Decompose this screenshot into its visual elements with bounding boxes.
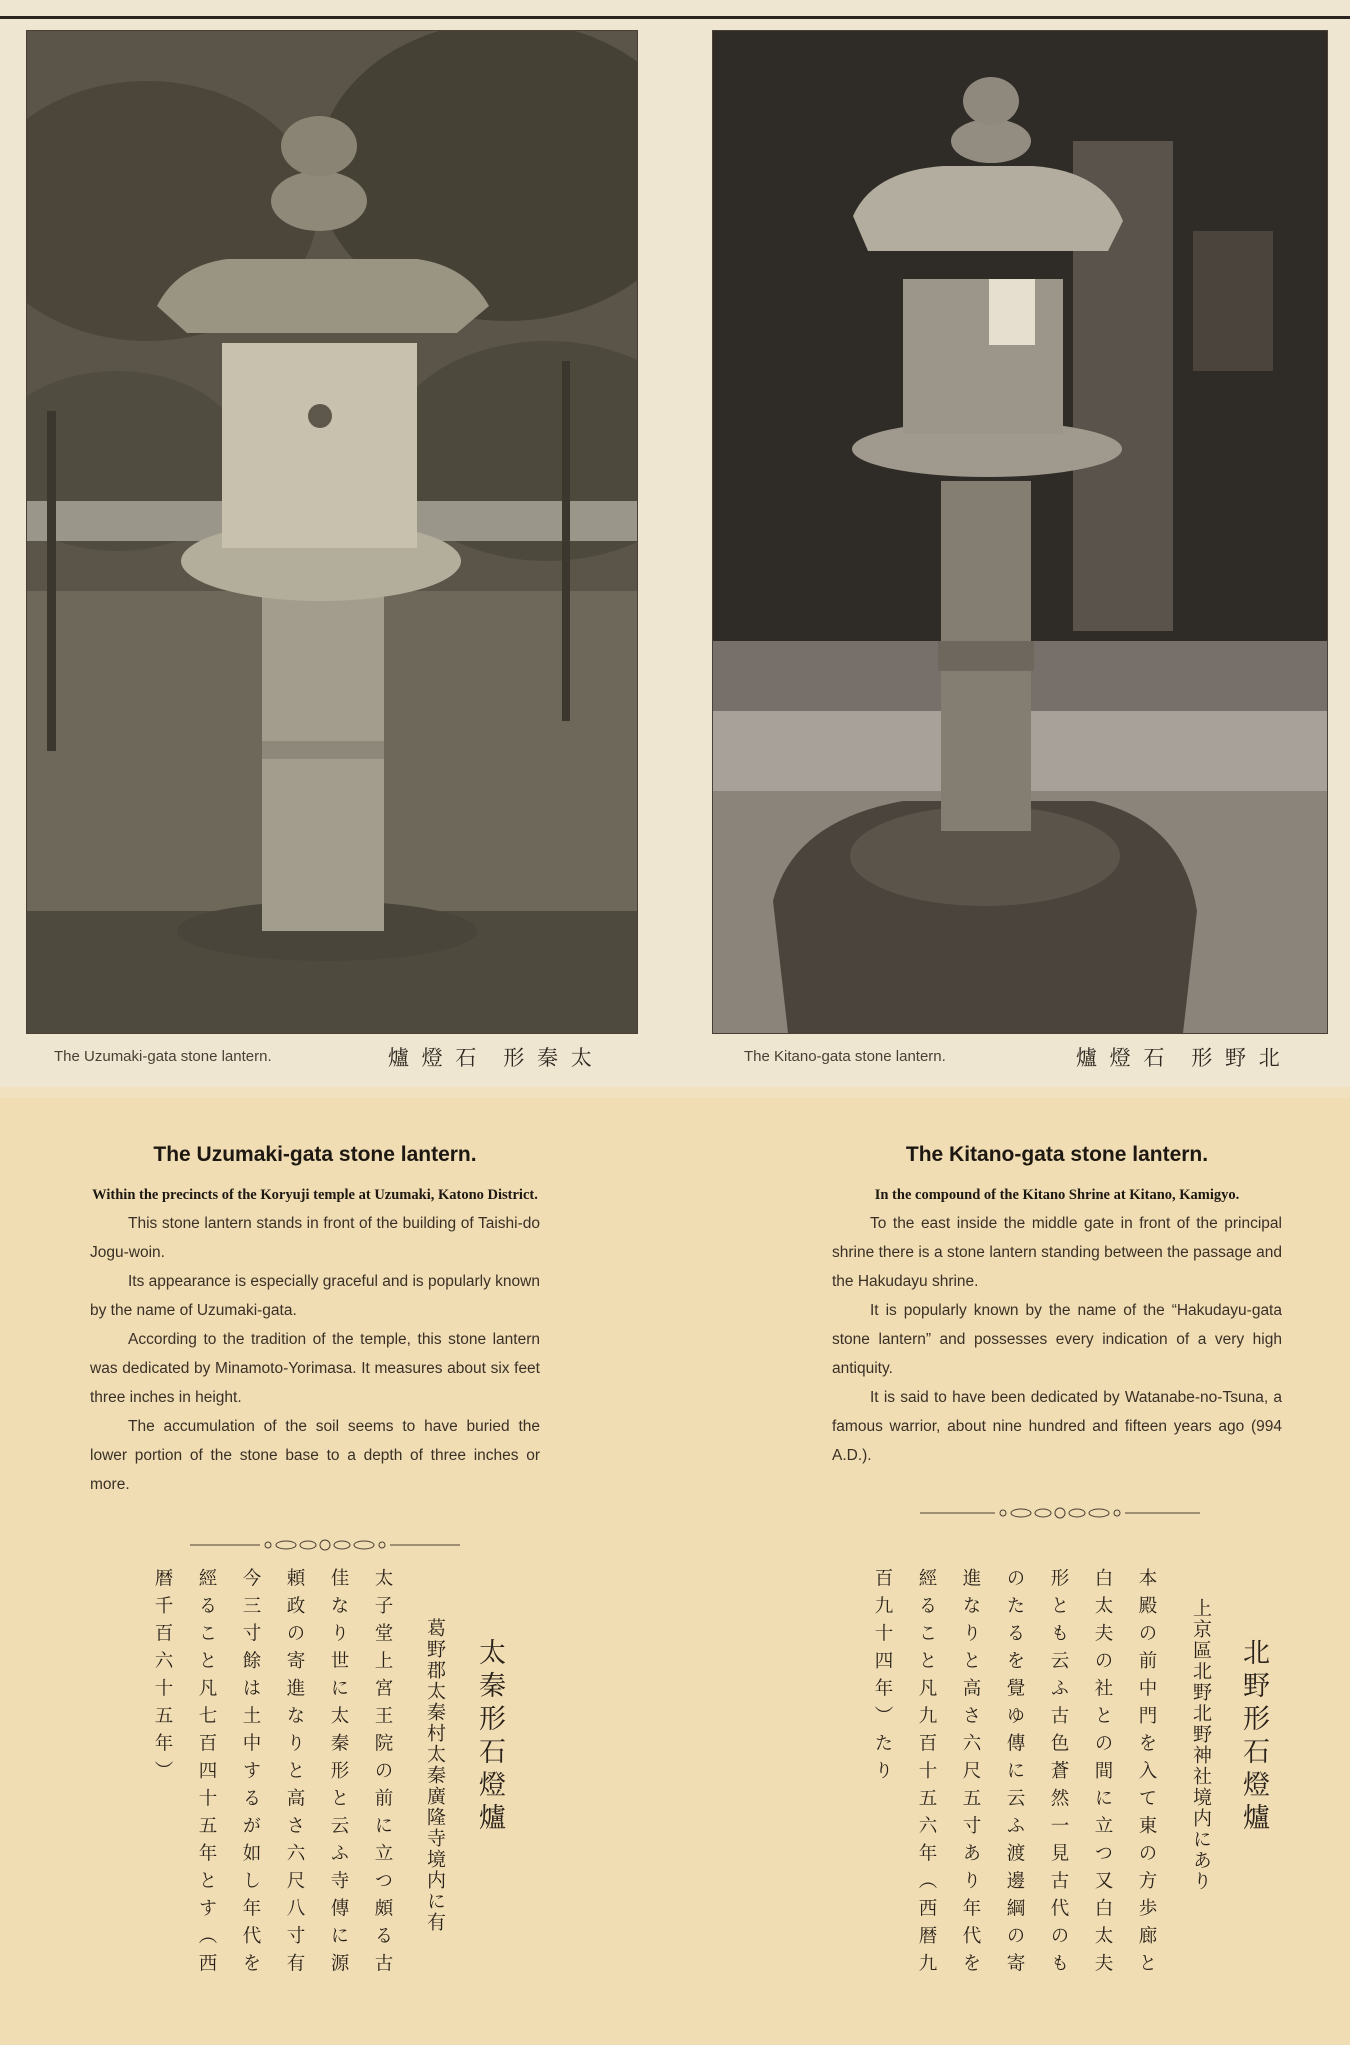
kitano-paragraph: It is popularly known by the name of the “Hakudayu-gata stone lantern” and possesses every indication of a very high antiquity. [832,1302,1282,1377]
kitano-paragraph: It is said to have been dedicated by Watanabe-no-Tsuna, a famous warrior, about nine hundred and fifteen years ago (994 A.D.). [832,1389,1282,1464]
kitano-title: The Kitano-gata stone lantern. [905,1143,1209,1166]
uzumaki-ja-body: 太子堂上宮王院の前に立つ頗る古佳なり世に太秦形と云ふ寺傳に源頼政の寄進なりと高さ六尺八寸有今三寸餘は土中するが如し年代を經ること凡七百四十五年とす（西暦千百六十五年） [152,1568,393,1981]
plate-top-rule [0,16,1350,19]
kitano-caption-en: The Kitano-gata stone lantern. [744,1048,946,1065]
uzumaki-english-section [90,1098,540,1499]
uzumaki-ornament-divider [190,1538,460,1552]
uzumaki-lantern-photo [26,30,638,1034]
kitano-ornament-divider [920,1506,1200,1520]
uzumaki-subtitle: Within the precincts of the Koryuji temple at Uzumaki, Katono District. [92,1187,538,1203]
uzumaki-paragraph: The accumulation of the soil seems to have buried the lower portion of the stone base to a depth of three inches or more. [90,1418,540,1493]
uzumaki-paragraph: This stone lantern stands in front of the building of Taishi-do Jogu-woin. [90,1215,540,1261]
uzumaki-title: The Uzumaki-gata stone lantern. [153,1143,477,1166]
uzumaki-caption-ja: 爐 燈 石 形 秦 太 [388,1046,595,1070]
kitano-english-section [832,1098,1282,1470]
kitano-caption-ja: 爐 燈 石 形 野 北 [1076,1046,1283,1070]
kitano-ja-location: 上京區北野北野神社境内にあり [1190,1598,1212,1892]
uzumaki-caption-en: The Uzumaki-gata stone lantern. [54,1048,272,1065]
kitano-ja-title: 北野形石燈爐 [1238,1638,1269,1836]
uzumaki-ja-title: 太秦形石燈爐 [474,1638,505,1836]
kitano-subtitle: In the compound of the Kitano Shrine at Kitano, Kamigyo. [874,1187,1240,1203]
kitano-ja-body: 本殿の前中門を入て東の方歩廊と白太夫の社との間に立つ又白太夫形とも云ふ古色蒼然一見古代のものたるを覺ゆ傳に云ふ渡邊綱の寄進なりと高さ六尺五寸あり年代を經ること凡九百十五六年（西暦九百九十四年）たり [872,1568,1157,1981]
text-page [0,1098,1350,2045]
uzumaki-paragraph: Its appearance is especially graceful and is popularly known by the name of Uzumaki-gata. [90,1273,540,1319]
uzumaki-paragraph: According to the tradition of the temple, this stone lantern was dedicated by Minamoto-Yorimasa. It measures about six feet three inches in height. [90,1331,540,1406]
kitano-paragraph: To the east inside the middle gate in front of the principal shrine there is a stone lantern standing between the passage and the Hakudayu shrine. [832,1215,1282,1290]
kitano-lantern-photo [712,30,1328,1034]
uzumaki-ja-location: 葛野郡太秦村太秦廣隆寺境内に有 [424,1618,446,1933]
